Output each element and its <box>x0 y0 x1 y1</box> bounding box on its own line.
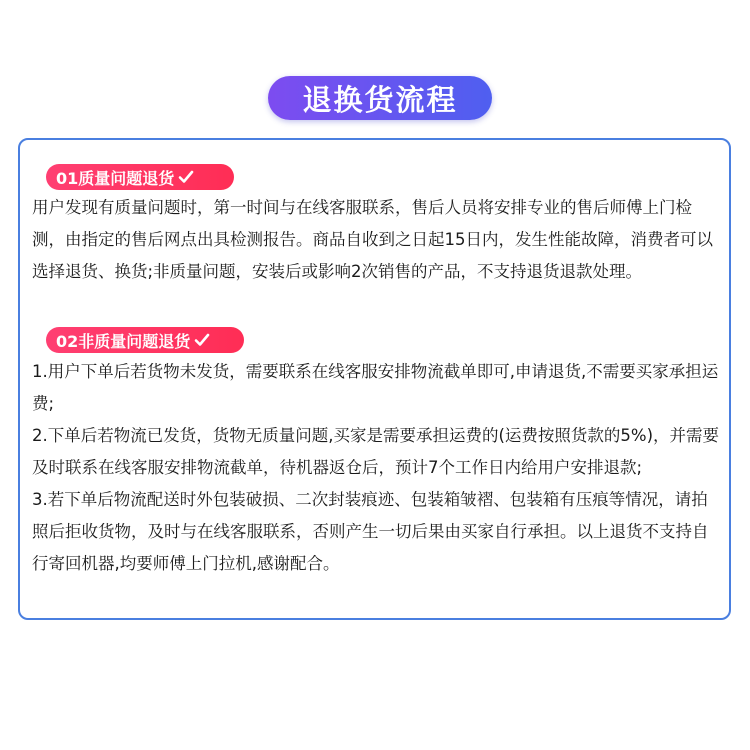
quality-return-text: 用户发现有质量问题时，第一时间与在线客服联系，售后人员将安排专业的售后师傅上门检测，由指定的售后网点出具检测报告。商品自收到之日起15日内，发生性能故障，消费者可以选择退货、换货;非质量问题，安装后或影响2次销售的产品，不支持退货退款处理。 <box>32 198 713 281</box>
list-item: 2.下单后若物流已发货，货物无质量问题,买家是需要承担运费的(运费按照货款的5%)，并需要及时联系在线客服安排物流截单，待机器返仓后，预计7个工作日内给用户安排退款; <box>32 426 720 477</box>
list-item: 3.若下单后物流配送时外包装破损、二次封装痕迹、包装箱皱褶、包装箱有压痕等情况，请拍照后拒收货物，及时与在线客服联系，否则产生一切后果由买家自行承担。以上退货不支持自行寄回机器,均要师傅上门拉机,感谢配合。 <box>32 490 709 573</box>
page-title <box>268 76 492 120</box>
section-tag-non-quality-return <box>46 327 244 353</box>
list-item: 1.用户下单后若货物未发货，需要联系在线客服安排物流截单即可,申请退货,不需要买家承担运费; <box>32 362 719 413</box>
section-tag-label: 02非质量问题退货 <box>56 331 191 351</box>
check-icon <box>194 332 210 348</box>
section-tag-label: 01质量问题退货 <box>56 168 175 188</box>
section-tag-quality-return <box>46 164 234 190</box>
page-title-text: 退换货流程 <box>302 82 458 117</box>
check-icon <box>178 169 194 185</box>
return-policy-panel <box>18 138 731 620</box>
non-quality-return-list <box>32 356 722 580</box>
